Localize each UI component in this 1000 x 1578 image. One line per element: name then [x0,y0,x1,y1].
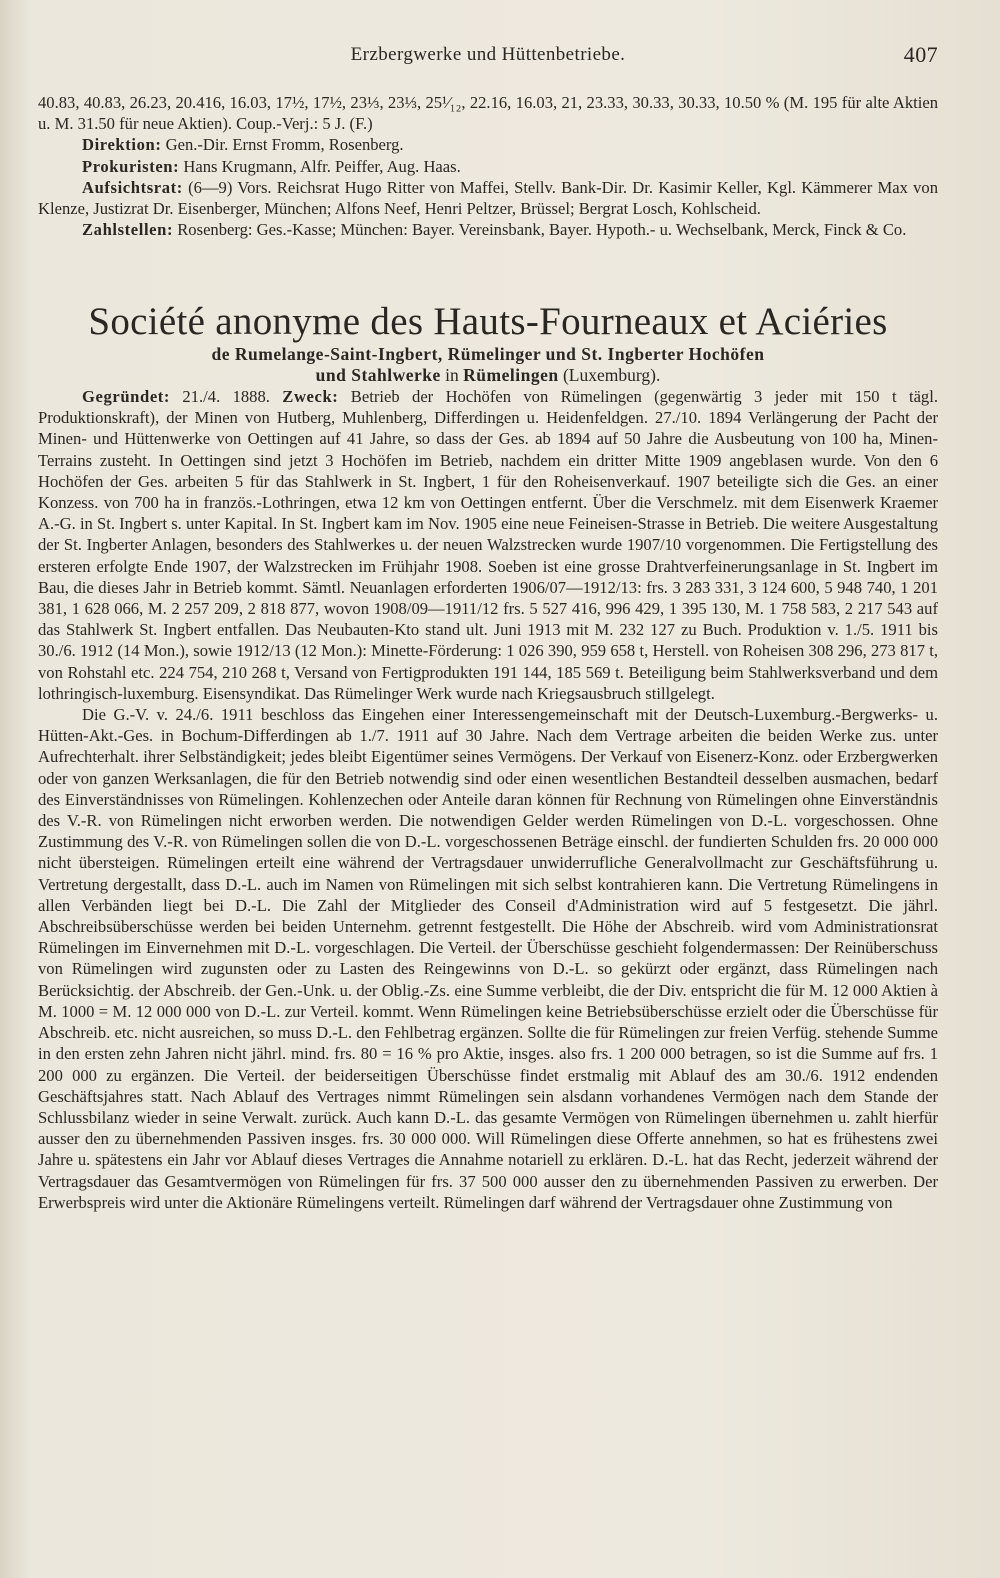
aufsichtsrat-text: (6—9) Vors. Reichsrat Hugo Ritter von Maffei, Stellv. Bank-Dir. Dr. Kasimir Keller, Kgl. Kämmerer Max von Klenze, Justizrat Dr. Eisenberger, München; Alfons Neef, Henri Peltzer, Brüssel; Bergrat Losch, Kohlscheid. [38,177,938,219]
kurs-paragraph: 40.83, 40.83, 26.23, 20.416, 16.03, 17½, 17½, 23⅓, 23⅓, 25¹⁄₁₂, 22.16, 16.03, 21, 23.33, 30.33, 30.33, 10.50 % (M. 195 für alte Aktien u. M. 31.50 für neue Aktien). Coup.-Verj.: 5 J. (F.) [38,93,938,134]
company-subtitle-1 [38,343,938,365]
direktion-label: Direktion: [82,135,162,155]
company-subtitle-2-tail: (Luxemburg). [558,365,661,385]
direktion-paragraph [38,134,938,155]
prokuristen-text: Hans Krugmann, Alfr. Peiffer, Aug. Haas. [179,156,461,176]
company-subtitle-2-place: Rümelingen [463,365,559,385]
company-subtitle-2-bold: und Stahlwerke [315,365,441,385]
zahlstellen-paragraph [38,219,938,240]
zahlstellen-label: Zahlstellen: [82,220,174,240]
company-title: Société anonyme des Hauts-Fourneaux et Aciéries [88,300,888,343]
gegruendet-text: 21./4. 1888. [170,387,283,406]
gegruendet-paragraph [38,386,938,704]
prokuristen-paragraph [38,156,938,177]
zweck-text: Betrieb der Hochöfen von Rümelingen (gegenwärtig 3 jeder mit 150 t tägl. Produktionskraft), der Minen von Hutberg, Muhlenberg, Differdingen u. Heidenfeldgen. 27./10. 1894 Verlängerung der Pacht der Minen- und Hüttenwerke von Oettingen auf 41 Jahre, so dass der Ges. ab 1894 auf 50 Jahre die Ausbeutung von 100 ha, Minen-Terrains zusteht. In Oettingen sind jetzt 3 Hochöfen im Betrieb, nachdem ein dritter Mitte 1909 angeblasen wurde. Von den 6 Hochöfen der Ges. arbeiten 5 für das Stahlwerk in St. Ingbert, 1 für den Roheisenverkauf. 1907 beteiligte sich die Ges. an einer Konzess. von 700 ha in französ.-Lothringen, etwa 12 km von Oettingen entfernt. Über die Verschmelz. mit dem Eisenwerk Kraemer A.-G. in St. Ingbert s. unter Kapital. In St. Ingbert kam im Nov. 1905 eine neue Feineisen-Strasse in Betrieb. Die weitere Ausgestaltung der St. Ingberter Anlagen, besonders des Stahlwerkes u. der neuen Walzstrecken wurde 1907/10 vorgenommen. Die Fertigstellung des ersteren erfolgte Ende 1907, der Walzstrecken im Frühjahr 1908. Soeben ist eine grosse Drahtverfeinerungsanlage in St. Ingbert im Bau, die dieses Jahr in Betrieb kommt. Sämtl. Neuanlagen erforderten 1906/07—1912/13: frs. 3 283 331, 3 124 600, 5 948 740, 1 201 381, 1 628 066, M. 2 257 209, 2 818 877, wovon 1908/09—1911/12 frs. 5 527 416, 996 429, 1 395 130, M. 1 758 583, 2 217 543 auf das Stahlwerk St. Ingbert entfallen. Das Neubauten-Kto stand ult. Juni 1913 mit M. 232 127 zu Buch. Produktion v. 1./5. 1911 bis 30./6. 1912 (14 Mon.), sowie 1912/13 (12 Mon.): Minette-Förderung: 1 026 390, 959 658 t, Herstell. von Roheisen 308 296, 273 817 t, von Rohstahl etc. 224 754, 210 268 t, Versand von Fertigprodukten 191 144, 185 569 t. Beteiligung beim Stahlwerksverband und dem lothringisch-luxemburg. Eisensyndikat. Das Rümelinger Werk wurde nach Kriegsausbruch stillgelegt. [38,387,938,703]
interessengemeinschaft-paragraph: Die G.-V. v. 24./6. 1911 beschloss das Eingehen einer Interessengemeinschaft mit der Deutsch-Luxemburg.-Bergwerks- u. Hütten-Akt.-Ges. in Bochum-Differdingen ab 1./7. 1911 auf 30 Jahre. Nach dem Vertrage arbeiten die beiden Werke zus. unter Aufrechterhalt. ihrer Selbständigkeit; jedes bleibt Eigentümer seines Vermögens. Der Verkauf von Eisenerz-Konz. oder Erzbergwerken oder von ganzen Werksanlagen, die für den Betrieb notwendig sind oder einen wesentlichen Bestandteil desselben ausmachen, bedarf des Einverständnisses von Rümelingen. Kohlenzechen oder Anteile daran können für Rechnung von Rümelingen ohne Einverständnis des V.-R. von Rümelingen nicht erworben werden. Die notwendigen Gelder werden Rümelingen von D.-L. vorgeschossen. Ohne Zustimmung des V.-R. von Rümelingen sollen die von D.-L. vorgeschossenen Beträge einschl. der fundierten Schulden frs. 20 000 000 nicht übersteigen. Rümelingen erteilt eine während der Vertragsdauer unwiderrufliche Generalvollmacht zur Geschäftsführung u. Vertretung dergestallt, dass D.-L. auch im Namen von Rümelingen mit sich selbst kontrahieren kann. Die Vertretung Rümelingens in allen Verbänden liegt bei D.-L. Die Zahl der Mitglieder des Conseil d'Administration wird auf 5 festgesetzt. Die jährl. Abschreibsüberschüsse werden bei beiden Unternehm. getrennt festgestellt. Die Höhe der Abschreib. wird vom Administrationsrat Rümelingen im Einvernehmen mit D.-L. vorgeschlagen. Die Verteil. der Überschüsse geschieht folgendermassen: Der Reinüberschuss von Rümelingen wird zugunsten oder zu Lasten des Reingewinns von D.-L. so gekürzt oder ergänzt, dass Rümelingen nach Berücksichtig. der Abschreib. der Gen.-Unk. u. der Oblig.-Zs. eine Summe verbleibt, die der Div. entspricht die für M. 12 000 Aktien à M. 1000 = M. 12 000 000 von D.-L. zur Verteil. kommt. Wenn Rümelingen keine Betriebsüberschüsse erzielt oder die Überschüsse für Abschreib. etc. nicht ausreichen, so muss D.-L. den Fehlbetrag ergänzen. Sollte die für Rümelingen zur freien Verfüg. stehende Summe in den ersten zehn Jahren nicht jährl. mind. frs. 80 = 16 % pro Aktie, insges. also frs. 1 200 000 betragen, so ist die Summe auf frs. 1 200 000 zu ergänzen. Die Verteil. der beiderseitigen Überschüsse findet erstmalig mit Ablauf des am 30./6. 1912 endenden Geschäftsjahres statt. Nach Ablauf des Vertrages nimmt Rümelingen sein alsdann vorhandenes Vermögen nach dem Stande der Schlussbilanz wieder in seine Verwalt. zurück. Auch kann D.-L. das gesamte Vermögen von Rümelingen übernehmen u. zahlt hierfür ausser den zu übernehmenden Passiven insges. frs. 30 000 000. Will Rümelingen diese Offerte annehmen, so hat es frühestens zwei Jahre u. spätestens ein Jahr vor Ablauf dieses Vertrages die Annahme notariell zu erklären. D.-L. hat das Recht, jederzeit während der Vertragsdauer das Gesamtvermögen von Rümelingen für frs. 37 500 000 ausser den zu übernehmenden Passiven zu erwerben. Der Erwerbspreis wird unter die Aktionäre Rümelingens verteilt. Rümelingen darf während der Vertragsdauer ohne Zustimmung von [38,705,938,1212]
header-title: Erzbergwerke und Hüttenbetriebe. [350,44,626,65]
previous-entry [38,92,938,240]
aufsichtsrat-label: Aufsichtsrat: [82,177,183,197]
zahlstellen-text: Rosenberg: Ges.-Kasse; München: Bayer. Vereinsbank, Bayer. Hypoth.- u. Wechselbank, Merck, Finck & Co. [173,220,907,240]
zweck-label: Zweck: [282,387,339,406]
company-subtitle-1-bold: de Rumelange-Saint-Ingbert, Rümelinger und St. Ingberter Hochöfen [211,344,765,364]
aufsichtsrat-paragraph [38,177,938,219]
running-header [38,44,938,72]
company-entry-body [38,386,938,1213]
page-number: 407 [903,42,938,67]
company-subtitle-2 [38,364,938,386]
direktion-text: Gen.-Dir. Ernst Fromm, Rosenberg. [161,135,404,155]
gegruendet-label: Gegründet: [82,387,171,406]
company-subtitle-2-mid: in [440,365,464,385]
prokuristen-label: Prokuristen: [82,156,180,176]
